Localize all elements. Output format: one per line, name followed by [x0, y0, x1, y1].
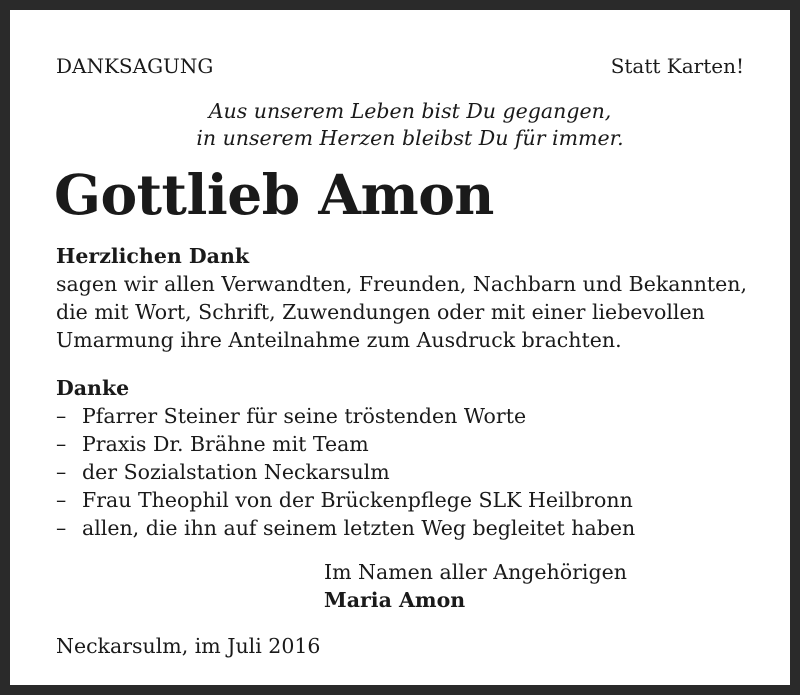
- deceased-name: Gottlieb Amon: [54, 162, 494, 227]
- list-item: [56, 486, 635, 514]
- list-item-text: Frau Theophil von der Brückenpflege SLK Heilbronn: [82, 488, 633, 512]
- danke-heading: Danke: [56, 376, 130, 400]
- place-date: Neckarsulm, im Juli 2016: [56, 634, 321, 658]
- danke-list: [56, 402, 635, 542]
- thanks-heading: Herzlichen Dank: [56, 244, 250, 268]
- dash-bullet: –: [56, 516, 67, 540]
- list-item-text: der Sozialstation Neckarsulm: [82, 460, 390, 484]
- list-item: [56, 402, 635, 430]
- dash-bullet: –: [56, 488, 67, 512]
- quote-line: Aus unserem Leben bist Du gegangen,: [208, 99, 612, 123]
- thanks-line: sagen wir allen Verwandten, Freunden, Nachbarn und Bekannten,: [56, 272, 748, 296]
- list-item: [56, 458, 635, 486]
- dash-bullet: –: [56, 460, 67, 484]
- list-item-text: Praxis Dr. Brähne mit Team: [82, 432, 369, 456]
- list-item-text: Pfarrer Steiner für seine tröstenden Worte: [82, 404, 527, 428]
- signature-name: Maria Amon: [324, 588, 466, 612]
- thanks-line: Umarmung ihre Anteilnahme zum Ausdruck brachten.: [56, 328, 622, 352]
- list-item: [56, 430, 635, 458]
- signature-block: [324, 558, 627, 614]
- list-item-text: allen, die ihn auf seinem letzten Weg begleitet haben: [82, 516, 636, 540]
- signature-line: Im Namen aller Angehörigen: [324, 560, 627, 584]
- list-item: [56, 514, 635, 542]
- dash-bullet: –: [56, 404, 67, 428]
- memorial-quote: [10, 98, 800, 152]
- statt-karten-label: Statt Karten!: [610, 54, 744, 78]
- notice-type-label: DANKSAGUNG: [56, 54, 214, 78]
- thanks-paragraph: [56, 242, 747, 354]
- quote-line: in unserem Herzen bleibst Du für immer.: [196, 126, 624, 150]
- danke-section: [56, 374, 635, 542]
- thanks-line: die mit Wort, Schrift, Zuwendungen oder mit einer liebevollen: [56, 300, 705, 324]
- dash-bullet: –: [56, 432, 67, 456]
